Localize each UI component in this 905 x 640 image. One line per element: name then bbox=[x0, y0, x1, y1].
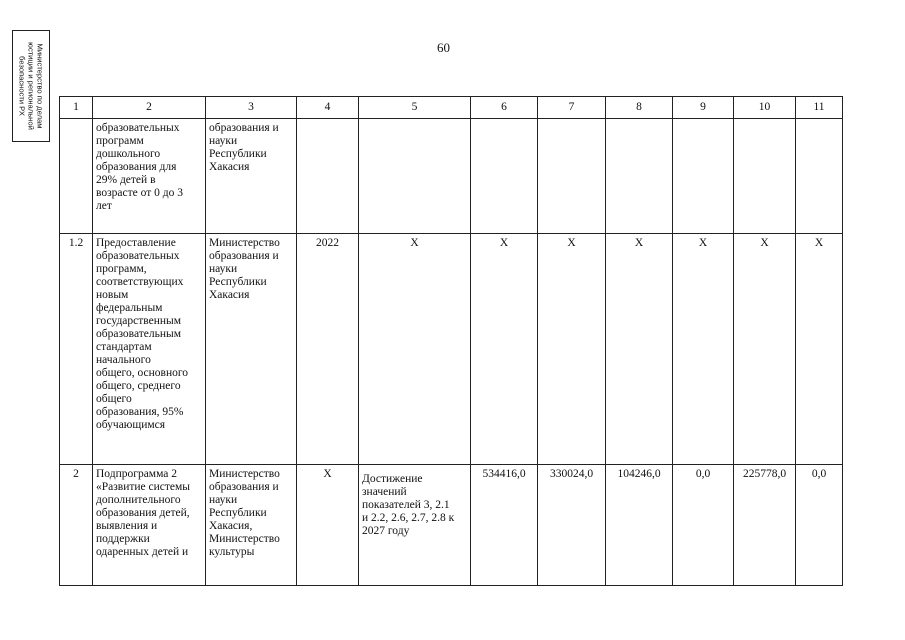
header-cell: 3 bbox=[206, 97, 297, 119]
value-cell bbox=[538, 119, 606, 234]
value-cell: X bbox=[734, 234, 796, 465]
table-header-row bbox=[60, 97, 843, 119]
page-number: 60 bbox=[437, 40, 450, 55]
deadline bbox=[297, 119, 359, 234]
value-cell: 225778,0 bbox=[734, 465, 796, 586]
measure-name: образовательных программ дошкольного образования для 29% детей в возрасте от 0 до 3 лет bbox=[93, 119, 206, 234]
value-cell: 104246,0 bbox=[606, 465, 673, 586]
header-cell: 9 bbox=[673, 97, 734, 119]
responsible-executor: образования и науки Республики Хакасия bbox=[206, 119, 297, 234]
header-cell: 2 bbox=[93, 97, 206, 119]
header-cell: 4 bbox=[297, 97, 359, 119]
table-row bbox=[60, 234, 843, 465]
program-table bbox=[59, 96, 843, 586]
value-cell bbox=[673, 119, 734, 234]
header-cell: 6 bbox=[471, 97, 538, 119]
header-cell: 1 bbox=[60, 97, 93, 119]
value-cell: 0,0 bbox=[673, 465, 734, 586]
table-row bbox=[60, 119, 843, 234]
deadline: 2022 bbox=[297, 234, 359, 465]
measure-name: Предоставление образовательных программ, соответствующих новым федеральным государственным образовательным стандартам начального общего, основного общего, среднего общего образования, 95% обучающимся bbox=[93, 234, 206, 465]
header-cell: 5 bbox=[359, 97, 471, 119]
value-cell: 0,0 bbox=[796, 465, 843, 586]
header-cell: 7 bbox=[538, 97, 606, 119]
stamp-line: Министерство по делам bbox=[35, 43, 45, 129]
value-cell: X bbox=[673, 234, 734, 465]
row-number: 2 bbox=[60, 465, 93, 586]
row-number bbox=[60, 119, 93, 234]
value-cell: X bbox=[796, 234, 843, 465]
row-number: 1.2 bbox=[60, 234, 93, 465]
table-row bbox=[60, 465, 843, 586]
value-cell: X bbox=[538, 234, 606, 465]
stamp-line: юстиции и региональной bbox=[26, 42, 36, 130]
value-cell bbox=[796, 119, 843, 234]
expected-result: Достижение значений показателей 3, 2.1 и 2.2, 2.6, 2.7, 2.8 к 2027 году bbox=[359, 465, 471, 586]
value-cell bbox=[734, 119, 796, 234]
header-cell: 11 bbox=[796, 97, 843, 119]
value-cell: 330024,0 bbox=[538, 465, 606, 586]
measure-name: Подпрограмма 2 «Развитие системы дополнительного образования детей, выявления и поддержки одаренных детей и bbox=[93, 465, 206, 586]
responsible-executor: Министерство образования и науки Республики Хакасия, Министерство культуры bbox=[206, 465, 297, 586]
header-cell: 8 bbox=[606, 97, 673, 119]
responsible-executor: Министерство образования и науки Республики Хакасия bbox=[206, 234, 297, 465]
expected-result bbox=[359, 119, 471, 234]
value-cell: 534416,0 bbox=[471, 465, 538, 586]
value-cell bbox=[471, 119, 538, 234]
ministry-stamp bbox=[12, 30, 50, 142]
expected-result: X bbox=[359, 234, 471, 465]
stamp-line: безопасности РХ bbox=[17, 56, 27, 116]
value-cell bbox=[606, 119, 673, 234]
value-cell: X bbox=[606, 234, 673, 465]
stamp-text bbox=[18, 32, 45, 140]
header-cell: 10 bbox=[734, 97, 796, 119]
value-cell: X bbox=[471, 234, 538, 465]
deadline: X bbox=[297, 465, 359, 586]
